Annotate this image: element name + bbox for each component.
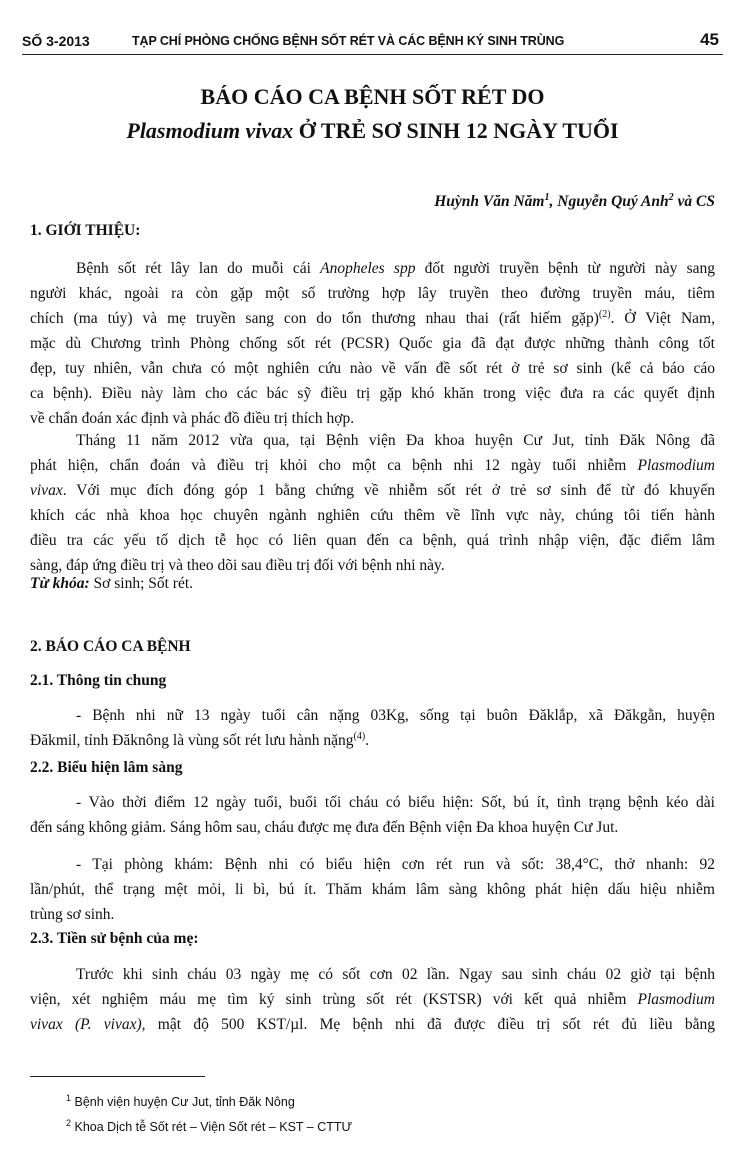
text-line: - Vào thời điểm 12 ngày tuổi, buổi tối cháu có biểu hiện: Sốt, bú ít, tình trạng bệnh kéo dài xyxy=(76,794,715,811)
text-run: . Ở Việt Nam, xyxy=(610,310,715,327)
text-line: về chẩn đoán xác định và phác đồ điều trị thích hợp. xyxy=(30,410,355,427)
text-line: sàng, đáp ứng điều trị và theo dõi sau điều trị đối với bệnh nhi này. xyxy=(30,557,445,574)
text-run: . Với mục đích đóng góp 1 bằng chứng về nhiễm sốt rét ở trẻ sơ sinh để từ đó khuyến xyxy=(62,482,715,499)
text-run: viện, xét nghiệm máu mẹ tìm ký sinh trùng sốt rét (KSTSR) với kết quả nhiễm xyxy=(30,991,638,1008)
text-line: đến sáng không giảm. Sáng hôm sau, cháu được mẹ đưa đến Bệnh viện Đa khoa huyện Cư Jut. xyxy=(30,819,619,836)
page-number: 45 xyxy=(700,30,719,49)
text-run: phát hiện, chẩn đoán và điều trị khỏi cho một ca bệnh nhi 12 ngày tuổi nhiễm xyxy=(30,457,638,474)
journal-title: TẠP CHÍ PHÒNG CHỐNG BỆNH SỐT RÉT VÀ CÁC BỆNH KÝ SINH TRÙNG xyxy=(132,34,565,48)
title-line-2-rest: Ở TRẺ SƠ SINH 12 NGÀY TUỔI xyxy=(293,118,619,143)
footnote-mark: 1 xyxy=(66,1093,72,1103)
subsection-2-2-paragraph-1 xyxy=(30,790,715,840)
text-line: mặc dù Chương trình Phòng chống sốt rét (PCSR) Quốc gia đã đạt được những thành công tốt xyxy=(30,335,715,352)
species-name: Plasmodium xyxy=(637,457,715,474)
author-separator: , xyxy=(549,193,558,211)
text-line: Tháng 11 năm 2012 vừa qua, tại Bệnh viện Đa khoa huyện Cư Jut, tỉnh Đăk Nông đã xyxy=(76,432,715,449)
text-line: trùng sơ sinh. xyxy=(30,906,115,923)
text-line: ca bệnh). Điều này làm cho các bác sỹ điều trị gặp khó khăn trong việc đưa ra các quyết định xyxy=(30,385,715,402)
text-run: chích (ma túy) và mẹ truyền sang con do tổn thương nhau thai (rất hiếm gặp) xyxy=(30,310,599,327)
text-line: Trước khi sinh cháu 03 ngày mẹ có sốt cơn 02 lần. Ngay sau sinh cháu 02 giờ tại bệnh xyxy=(76,966,715,983)
keywords xyxy=(30,575,193,593)
header-divider xyxy=(22,54,723,55)
subsection-2-2-heading: 2.2. Biểu hiện lâm sàng xyxy=(30,759,183,776)
subsection-2-2-paragraph-2 xyxy=(30,852,715,927)
species-name: Anopheles spp xyxy=(320,260,416,277)
text-line xyxy=(30,306,715,331)
text-line: người khác, ngoài ra còn gặp một số trường hợp lây truyền theo đường truyền máu, tiêm xyxy=(30,285,715,302)
text-line xyxy=(30,453,715,478)
intro-paragraph-1 xyxy=(30,256,715,431)
subsection-2-1-heading: 2.1. Thông tin chung xyxy=(30,672,167,689)
footnote-text: Khoa Dịch tễ Sốt rét – Viện Sốt rét – KST – CTTƯ xyxy=(71,1120,353,1135)
intro-paragraph-2 xyxy=(30,428,715,578)
text-run: Đăkmil, tỉnh Đăknông là vùng sốt rét lưu hành nặng xyxy=(30,732,354,749)
issue-number: SỐ 3-2013 xyxy=(22,33,90,49)
subsection-2-3-paragraph xyxy=(30,962,715,1037)
text-line: - Bệnh nhi nữ 13 ngày tuổi cân nặng 03Kg, sống tại buôn Đăklắp, xã Đăkgằn, huyện xyxy=(76,707,715,724)
text-line xyxy=(30,256,715,281)
author-2: Nguyễn Quý Anh xyxy=(557,193,669,211)
author-line xyxy=(434,192,715,211)
citation: (4) xyxy=(353,730,366,742)
footnote-2 xyxy=(66,1118,352,1134)
text-line xyxy=(30,478,715,503)
text-run: đốt người truyền bệnh từ người này sang xyxy=(415,260,715,277)
article-title-line-1: BÁO CÁO CA BỆNH SỐT RÉT DO xyxy=(200,84,545,109)
subsection-2-3-heading: 2.3. Tiền sử bệnh của mẹ: xyxy=(30,930,199,947)
text-run: , mật độ 500 KST/µl. Mẹ bệnh nhi đã được điều trị sốt rét đủ liều bằng xyxy=(141,1016,715,1033)
footnote-text: Bệnh viện huyện Cư Jut, tỉnh Đăk Nông xyxy=(71,1095,295,1110)
text-line xyxy=(30,1012,715,1037)
author-2-affiliation: 2 xyxy=(668,192,674,203)
text-line: đẹp, tuy nhiên, vẫn chưa có một nghiên cứu nào về vấn đề sốt rét ở trẻ sơ sinh (kể cả báo cáo xyxy=(30,360,715,377)
text-line: khích các nhà khoa học chuyên ngành nghiên cứu thêm về lĩnh vực này, chúng tôi tiến hành xyxy=(30,507,715,524)
author-1-affiliation: 1 xyxy=(544,192,550,203)
text-line xyxy=(30,728,715,753)
running-header xyxy=(22,30,723,56)
keywords-label: Từ khóa: xyxy=(30,575,90,592)
section-2-heading: 2. BÁO CÁO CA BỆNH xyxy=(30,638,191,655)
text-line: - Tại phòng khám: Bệnh nhi có biểu hiện cơn rét run và sốt: 38,4°C, thở nhanh: 92 xyxy=(76,856,715,873)
species-name: vivax xyxy=(30,482,63,499)
text-line: điều tra các yếu tố dịch tễ học có liên quan đến ca bệnh, quá trình nhập viện, đặc điểm lâm xyxy=(30,532,715,549)
section-1-heading: 1. GIỚI THIỆU: xyxy=(30,222,141,239)
species-name: Plasmodium xyxy=(637,991,715,1008)
citation: (2) xyxy=(598,308,611,320)
text-run: . xyxy=(365,732,370,749)
author-et-al: và CS xyxy=(673,193,715,211)
author-1: Huỳnh Văn Năm xyxy=(434,193,545,211)
article-title-line-2 xyxy=(0,118,745,144)
keywords-value: Sơ sinh; Sốt rét. xyxy=(89,575,194,592)
species-name: vivax (P. vivax) xyxy=(30,1016,142,1033)
title-species-name: Plasmodium vivax xyxy=(126,118,294,143)
footnote-1 xyxy=(66,1093,295,1109)
footnote-mark: 2 xyxy=(66,1118,72,1128)
text-run: Bệnh sốt rét lây lan do muỗi cái xyxy=(76,260,321,277)
subsection-2-1-paragraph xyxy=(30,703,715,753)
footnote-divider xyxy=(30,1076,205,1077)
text-line: lần/phút, thể trạng mệt mỏi, li bì, bú ít. Thăm khám lâm sàng không phát hiện dấu hiệu nhiễm xyxy=(30,881,715,898)
text-line xyxy=(30,987,715,1012)
